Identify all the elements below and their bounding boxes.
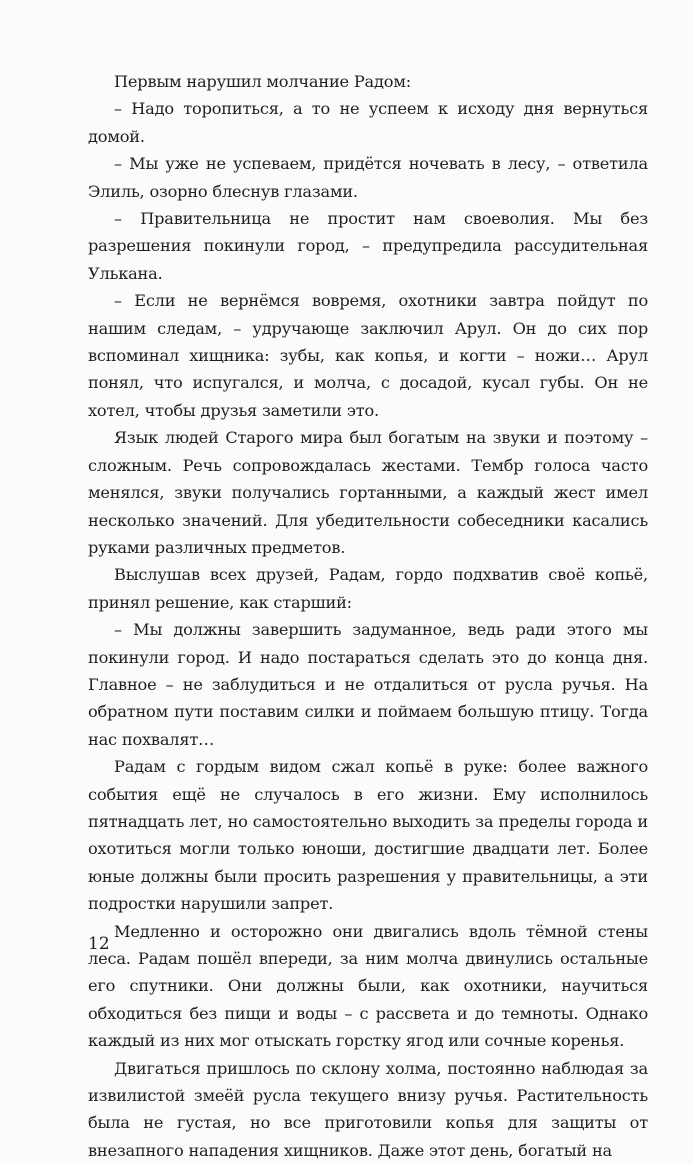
paragraph-2: – Надо торопиться, а то не успеем к исходу дня вернуться домой. [88, 99, 648, 146]
paragraph-9: Радам с гордым видом сжал копьё в руке: более важного события ещё не случалось в его жизни. Ему исполнилось пятнадцать лет, но самостоятельно выходить за пределы города и охотиться могли только юноши, достигшие двадцати лет. Более юные должны были просить разрешения у правительницы, а эти подростки нарушили запрет. [88, 757, 648, 914]
paragraph-11: Двигаться пришлось по склону холма, постоянно наблюдая за извилистой змеёй русла текущего внизу ручья. Растительность была не густая, но все приготовили копья для защиты от внезапного нападения хищников. Даже этот день, богатый на [88, 1058, 648, 1160]
paragraph-10: Медленно и осторожно они двигались вдоль тёмной стены леса. Радам пошёл впереди, за ним молча двинулись остальные его спутники. Они должны были, как охотники, научиться обходиться без пищи и воды – с рассвета и до темноты. Однако каждый из них мог отыскать горстку ягод или сочные коренья. [88, 921, 648, 1051]
paragraph-8: – Мы должны завершить задуманное, ведь ради этого мы покинули город. И надо постараться сделать это до конца дня. Главное – не заблудиться и не отдалиться от русла ручья. На обратном пути поставим силки и поймаем большую птицу. Тогда нас похвалят… [88, 620, 648, 749]
page-number: 12 [88, 934, 110, 954]
paragraph-4: – Правительница не простит нам своеволия. Мы без разрешения покинули город, – предупредила рассудительная Улькана. [88, 209, 648, 283]
paragraph-1: Первым нарушил молчание Радом: [114, 72, 411, 91]
paragraph-7: Выслушав всех друзей, Радам, гордо подхватив своё копьё, принял решение, как старший: [88, 565, 648, 612]
paragraph-6: Язык людей Старого мира был богатым на звуки и поэтому – сложным. Речь сопровождалась жестами. Тембр голоса часто менялся, звуки получались гортанными, а каждый жест имел несколько значений. Для убедительности собеседники касались руками различных предметов. [88, 428, 648, 557]
paragraph-5: – Если не вернёмся вовремя, охотники завтра пойдут по нашим следам, – удручающе заключил Арул. Он до сих пор вспоминал хищника: зубы, как копья, и когти – ножи… Арул понял, что испугался, и молча, с досадой, кусал губы. Он не хотел, чтобы друзья заметили это. [88, 291, 648, 420]
paragraph-3: – Мы уже не успеваем, придётся ночевать в лесу, – ответила Элиль, озорно блеснув глазами. [88, 154, 648, 201]
